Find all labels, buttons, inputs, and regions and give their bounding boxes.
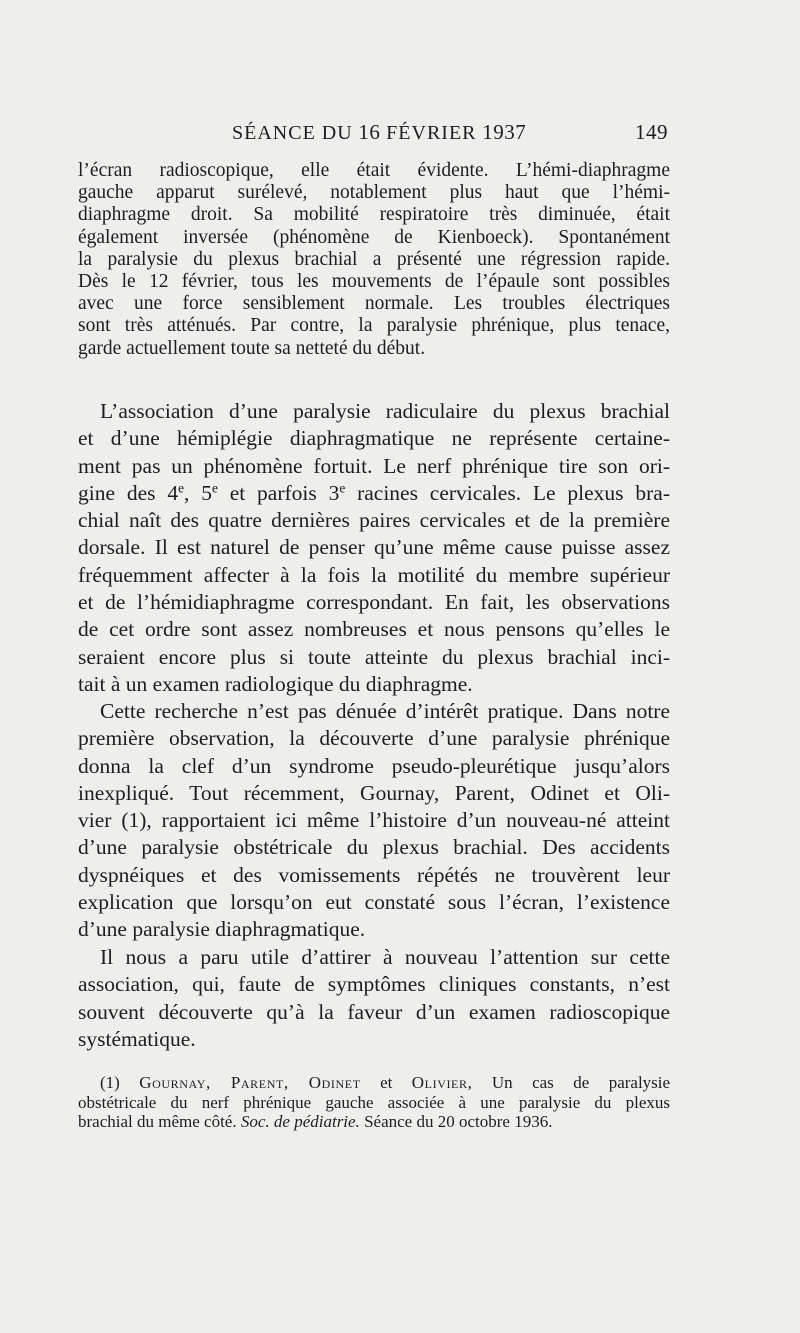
text-line: fréquemment affecter à la fois la motilité du membre supérieur — [78, 562, 670, 587]
superscript: e — [211, 480, 218, 496]
footnote-authors: Gournay, Parent, Odinet — [139, 1073, 361, 1092]
paragraph-association — [78, 398, 670, 698]
text-line: tait à un examen radiologique du diaphragme. — [78, 671, 473, 696]
footnote-line: obstétricale du nerf phrénique gauche associée à une paralysie du plexus — [78, 1092, 670, 1112]
footnote-text: Un cas de paralysie — [491, 1073, 671, 1092]
footnote-et: et — [380, 1073, 393, 1092]
text-line: l’écran radioscopique, elle était évidente. L’hémi-diaphragme — [78, 160, 670, 181]
footnote — [78, 1073, 670, 1132]
text-line: sont très atténués. Par contre, la paralysie phrénique, plus tenace, — [78, 315, 670, 337]
text-line: inexpliqué. Tout récemment, Gournay, Parent, Odinet et Oli- — [78, 780, 670, 805]
text-line: L’association d’une paralysie radiculaire du plexus brachial — [100, 399, 670, 423]
paragraph-conclusion — [78, 944, 670, 1053]
text-line: de cet ordre sont assez nombreuses et nous pensons qu’elles le — [78, 617, 670, 642]
footnote-marker: (1) — [100, 1073, 120, 1092]
paragraph-continuation — [78, 160, 670, 360]
text-line: d’une paralysie obstétricale du plexus brachial. Des accidents — [78, 835, 670, 860]
text-line: Il nous a paru utile d’attirer à nouveau l’attention sur cette — [100, 945, 670, 969]
text-line: d’une paralysie diaphragmatique. — [78, 917, 366, 942]
text-line: gauche apparut surélevé, notablement plus haut que l’hémi- — [78, 182, 670, 204]
text-line: dyspnéiques et des vomissements répétés ne trouvèrent leur — [78, 862, 670, 887]
footnote-line — [78, 1073, 670, 1093]
text-span: racines cervicales. Le plexus bra- — [345, 480, 670, 505]
text-line: seraient encore plus si toute atteinte du plexus brachial inci- — [78, 644, 670, 669]
header-year: 1937 — [482, 120, 527, 144]
footnote-text: brachial du même côté. — [78, 1112, 237, 1131]
running-header — [232, 120, 668, 145]
text-span: gine des 4 — [78, 480, 179, 505]
text-line: et de l’hémidiaphragme correspondant. En fait, les observations — [78, 590, 670, 615]
text-line: et d’une hémiplégie diaphragmatique ne représente certaine- — [78, 426, 670, 451]
text-line: association, qui, faute de symptômes cliniques constants, n’est — [78, 972, 670, 997]
footnote-text: Séance du 20 octobre 1936. — [364, 1112, 553, 1131]
footnote-journal: Soc. de pédiatrie. — [240, 1112, 360, 1131]
text-line: également inversée (phénomène de Kienboeck). Spontanément — [78, 226, 670, 248]
text-line: systématique. — [78, 1026, 196, 1051]
text-line: avec une force sensiblement normale. Les troubles électriques — [78, 293, 670, 315]
header-day: 16 — [358, 120, 381, 144]
text-line: dorsale. Il est naturel de penser qu’une même cause puisse assez — [78, 535, 670, 560]
text-line-roots — [78, 480, 670, 507]
superscript: e — [178, 480, 184, 496]
footnote-author-last: Olivier, — [411, 1073, 473, 1092]
text-line: souvent découverte qu’à la faveur d’un examen radioscopique — [78, 999, 670, 1024]
text-line: Cette recherche n’est pas dénuée d’intérêt pratique. Dans notre — [100, 699, 670, 723]
paragraph-recherche — [78, 698, 670, 944]
text-line: donna la clef d’un syndrome pseudo-pleurétique jusqu’alors — [78, 753, 670, 778]
text-span: , 5 — [184, 480, 212, 505]
superscript: e — [339, 480, 346, 496]
text-line: la paralysie du plexus brachial a présenté une régression rapide. — [78, 248, 670, 270]
header-month: FÉVRIER — [386, 122, 477, 144]
header-seance: SÉANCE DU — [232, 122, 353, 144]
text-line: chial naît des quatre dernières paires cervicales et de la première — [78, 508, 670, 533]
text-line: diaphragme droit. Sa mobilité respiratoire très diminuée, était — [78, 204, 670, 226]
footnote-line — [78, 1112, 670, 1132]
text-span: et parfois 3 — [217, 480, 340, 505]
text-line: Dès le 12 février, tous les mouvements de l’épaule sont possibles — [78, 271, 670, 293]
text-line: garde actuellement toute sa netteté du début. — [78, 337, 426, 359]
page-number: 149 — [635, 120, 668, 144]
text-line: explication que lorsqu’on eut constaté sous l’écran, l’existence — [78, 890, 670, 915]
text-line: vier (1), rapportaient ici même l’histoire d’un nouveau-né atteint — [78, 808, 670, 833]
text-line: ment pas un phénomène fortuit. Le nerf phrénique tire son ori- — [78, 453, 670, 478]
text-line: première observation, la découverte d’une paralysie phrénique — [78, 726, 670, 751]
